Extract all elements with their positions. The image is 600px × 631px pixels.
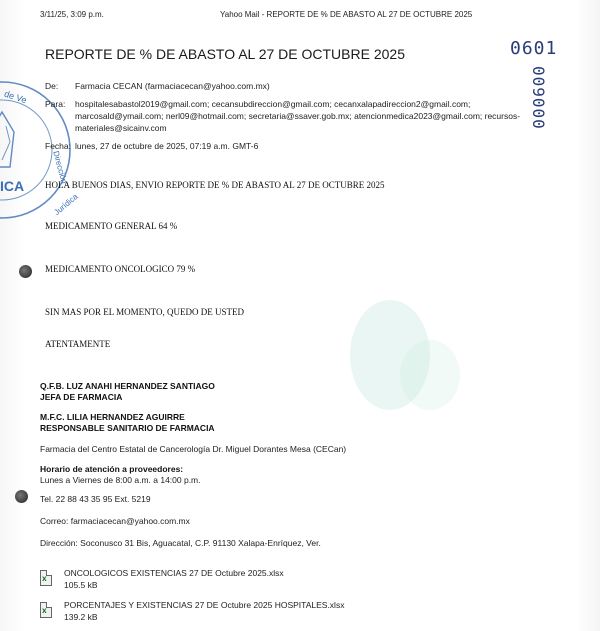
stamp-number-horizontal: 0601 [510,38,558,59]
to-line: marcosald@ymail.com; nerl09@hotmail.com; secretaria@ssaver.gob.mx; atencionmedica2023@gmail.com; recursos- [75,111,521,121]
institution-name: Farmacia del Centro Estatal de Cancerología Dr. Miguel Dorantes Mesa (CECan) [40,444,347,454]
date-label: Fecha: [45,141,71,151]
scan-smudge [400,340,460,410]
date-value: lunes, 27 de octubre de 2025, 07:19 a.m. GMT-6 [75,141,259,151]
signer-role-1: JEFA DE FARMACIA [40,392,123,402]
signer-name-2: M.F.C. LILIA HERNANDEZ AGUIRRE [40,412,185,422]
hours-title: Horario de atención a proveedores: [40,464,184,474]
body-item-general: MEDICAMENTO GENERAL 64 % [45,221,178,231]
signer-name-1: Q.F.B. LUZ ANAHI HERNANDEZ SANTIAGO [40,381,215,391]
from-value: Farmacia CECAN (farmaciacecan@yahoo.com.mx) [75,81,270,91]
to-line: materiales@sicainv.com [75,123,167,133]
attachment-size: 105.5 kB [64,580,98,590]
contact-phone: Tel. 22 88 43 35 95 Ext. 5219 [40,494,151,504]
signer-role-2: RESPONSABLE SANITARIO DE FARMACIA [40,423,215,433]
print-mail-title: Yahoo Mail - REPORTE DE % DE ABASTO AL 27 DE OCTUBRE 2025 [220,10,473,19]
punch-hole [19,265,32,278]
excel-file-icon [40,570,52,586]
attachment-name[interactable]: PORCENTAJES Y EXISTENCIAS 27 DE Octubre 2025 HOSPITALES.xlsx [64,600,345,610]
to-label: Para: [45,99,66,109]
hours-value: Lunes a Viernes de 8:00 a.m. a 14:00 p.m. [40,475,201,485]
contact-address: Dirección: Soconusco 31 Bis, Aguacatal, C.P. 91130 Xalapa-Enríquez, Ver. [40,538,321,548]
from-label: De: [45,81,59,91]
body-closing: SIN MAS POR EL MOMENTO, QUEDO DE USTED [45,307,245,317]
attachment-item[interactable] [38,598,438,626]
attachment-size: 139.2 kB [64,612,98,622]
body-greeting: HOLA BUENOS DIAS, ENVIO REPORTE DE % DE ABASTO AL 27 DE OCTUBRE 2025 [45,180,385,190]
seal-text: de Ve [3,88,29,106]
print-datetime: 3/11/25, 3:09 p.m. [40,10,104,19]
seal-text: ICA [0,178,25,194]
attachment-name[interactable]: ONCOLOGICOS EXISTENCIAS 27 DE Octubre 2025.xlsx [64,568,284,578]
seal-text: Jurídica [52,192,80,217]
punch-hole [15,490,28,503]
stamp-number-vertical: 009000 [529,66,548,130]
body-item-oncologico: MEDICAMENTO ONCOLOGICO 79 % [45,264,196,274]
body-regards: ATENTAMENTE [45,339,111,349]
contact-email: Correo: farmaciacecan@yahoo.com.mx [40,516,190,526]
attachment-item[interactable] [38,566,438,594]
email-subject: REPORTE DE % DE ABASTO AL 27 DE OCTUBRE 2025 [45,46,405,62]
seal-text: Dirección [51,150,69,185]
to-line: hospitalesabastol2019@gmail.com; cecansubdireccion@gmail.com; cecanxalapadireccion2@gmail.com; [75,99,471,109]
excel-file-icon [40,602,52,618]
